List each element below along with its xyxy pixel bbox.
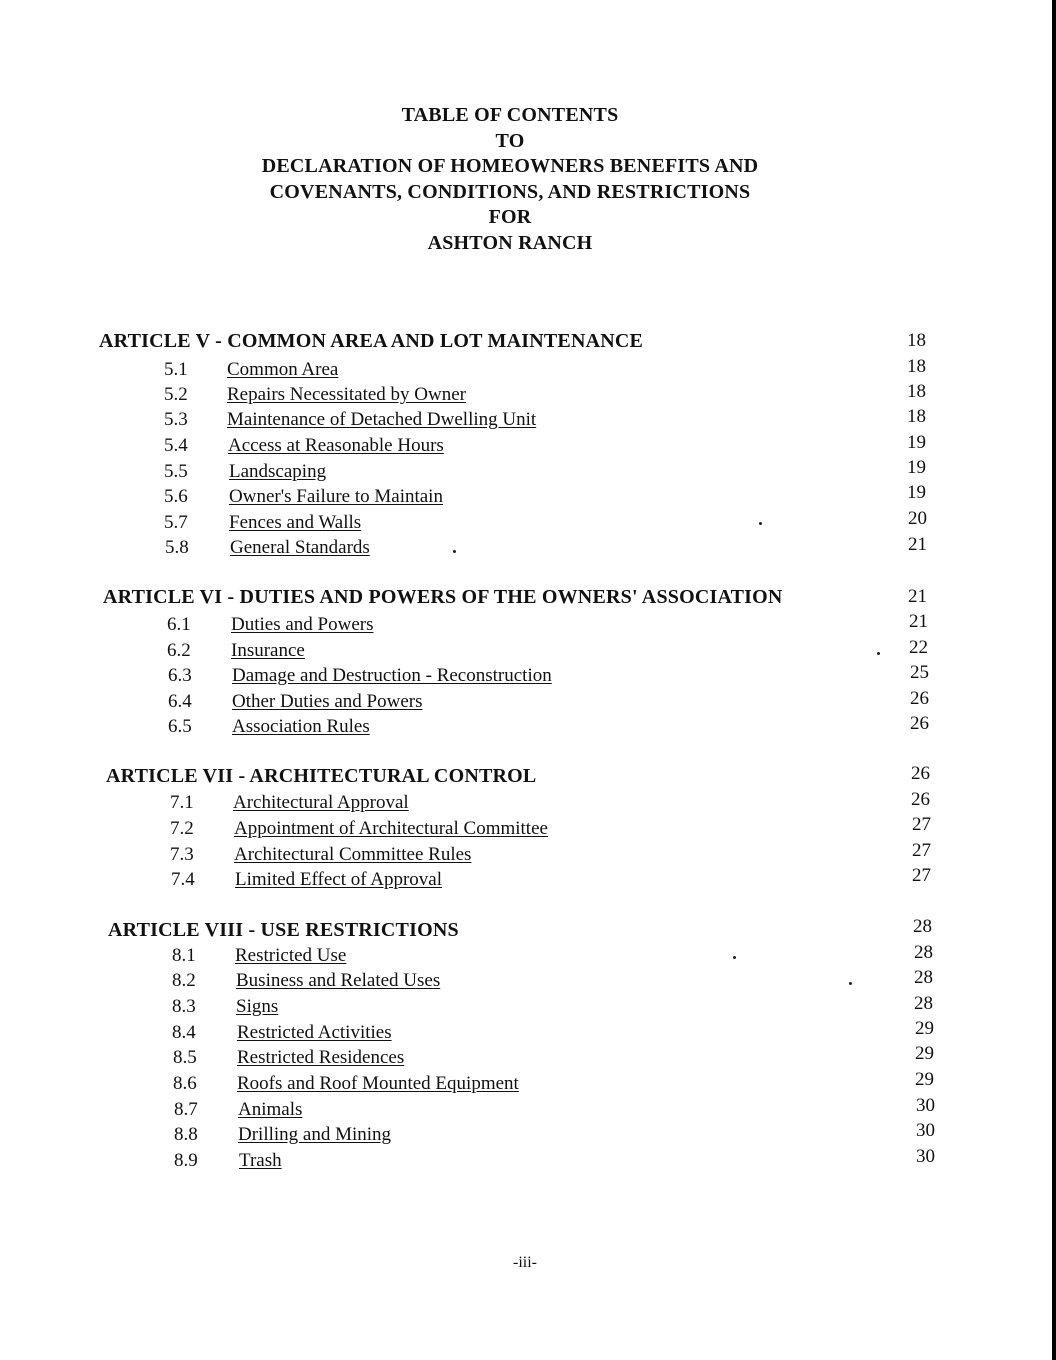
toc-entry-link[interactable]: Access at Reasonable Hours bbox=[228, 435, 444, 456]
page-number: 19 bbox=[907, 482, 926, 503]
toc-entry-link[interactable]: Damage and Destruction - Reconstruction bbox=[232, 665, 552, 686]
toc-entry-link[interactable]: Common Area bbox=[227, 359, 339, 380]
section-number: 7.2 bbox=[170, 818, 194, 839]
page-number: 28 bbox=[914, 993, 933, 1014]
section-number: 5.2 bbox=[164, 384, 188, 405]
page-number: 28 bbox=[914, 942, 933, 963]
article-heading: ARTICLE VIII - USE RESTRICTIONS bbox=[108, 919, 459, 941]
page-number: 27 bbox=[912, 814, 931, 835]
section-number: 8.1 bbox=[172, 945, 196, 966]
page-number: 26 bbox=[911, 789, 930, 810]
section-number: 8.2 bbox=[172, 970, 196, 991]
page-number: 18 bbox=[907, 381, 926, 402]
section-number: 5.8 bbox=[165, 537, 189, 558]
section-number: 7.4 bbox=[171, 869, 195, 890]
toc-entry-link[interactable]: Limited Effect of Approval bbox=[235, 869, 443, 890]
page-number: 29 bbox=[915, 1018, 934, 1039]
scan-speck bbox=[453, 550, 456, 553]
toc-entry-link[interactable]: Landscaping bbox=[229, 461, 327, 482]
section-number: 8.3 bbox=[172, 996, 196, 1017]
toc-entry-link[interactable]: Animals bbox=[238, 1099, 303, 1120]
page-number: 26 bbox=[910, 713, 929, 734]
page-number: 29 bbox=[915, 1043, 934, 1064]
toc-entry-link[interactable]: Signs bbox=[236, 996, 279, 1017]
page-number: 29 bbox=[915, 1069, 934, 1090]
scan-speck bbox=[877, 652, 880, 655]
section-number: 8.8 bbox=[174, 1124, 198, 1145]
page-number: 20 bbox=[908, 508, 927, 529]
page-number: 30 bbox=[916, 1120, 935, 1141]
title-line: ASHTON RANCH bbox=[427, 231, 593, 254]
article-heading: ARTICLE V - COMMON AREA AND LOT MAINTENANCE bbox=[99, 330, 644, 352]
title-line: FOR bbox=[488, 206, 532, 228]
scan-speck bbox=[849, 982, 852, 985]
title-line: COVENANTS, CONDITIONS, AND RESTRICTIONS bbox=[269, 180, 751, 203]
section-number: 6.2 bbox=[167, 640, 191, 661]
page-number: 19 bbox=[907, 457, 926, 478]
section-number: 6.5 bbox=[168, 716, 192, 737]
page-number: 28 bbox=[914, 967, 933, 988]
title-line: TO bbox=[495, 129, 525, 152]
page-number: 26 bbox=[911, 763, 930, 784]
page-number: 18 bbox=[907, 406, 926, 427]
article-heading: ARTICLE VI - DUTIES AND POWERS OF THE OWNERS' ASSOCIATION bbox=[103, 586, 783, 608]
toc-entry-link[interactable]: Restricted Activities bbox=[237, 1022, 392, 1043]
section-number: 8.4 bbox=[172, 1022, 196, 1043]
page-number: 19 bbox=[907, 432, 926, 453]
section-number: 8.9 bbox=[174, 1150, 198, 1171]
toc-entry-link[interactable]: Drilling and Mining bbox=[238, 1124, 392, 1145]
section-number: 6.4 bbox=[168, 691, 192, 712]
page-number: 22 bbox=[909, 637, 928, 658]
section-number: 6.3 bbox=[168, 665, 192, 686]
section-number: 8.6 bbox=[173, 1073, 197, 1094]
toc-entry-link[interactable]: Architectural Approval bbox=[233, 792, 409, 813]
section-number: 5.7 bbox=[164, 512, 188, 533]
section-number: 8.7 bbox=[174, 1099, 198, 1120]
toc-entry-link[interactable]: Business and Related Uses bbox=[236, 970, 441, 991]
section-number: 6.1 bbox=[167, 614, 191, 635]
page-number: 27 bbox=[912, 865, 931, 886]
page-number: 26 bbox=[910, 688, 929, 709]
scan-speck bbox=[733, 956, 736, 959]
page-number: 21 bbox=[908, 534, 927, 555]
toc-entry-link[interactable]: Repairs Necessitated by Owner bbox=[227, 384, 467, 405]
toc-entry-link[interactable]: Restricted Use bbox=[235, 945, 347, 966]
toc-entry-link[interactable]: General Standards bbox=[230, 537, 370, 558]
toc-entry-link[interactable]: Owner's Failure to Maintain bbox=[229, 486, 443, 507]
toc-entry-link[interactable]: Architectural Committee Rules bbox=[234, 844, 472, 865]
toc-entry-link[interactable]: Appointment of Architectural Committee bbox=[234, 818, 548, 839]
section-number: 5.5 bbox=[164, 461, 188, 482]
title-line: DECLARATION OF HOMEOWNERS BENEFITS AND bbox=[261, 155, 759, 177]
section-number: 7.3 bbox=[170, 844, 194, 865]
page-number: 25 bbox=[910, 662, 929, 683]
scan-edge bbox=[1052, 0, 1056, 1360]
toc-entry-link[interactable]: Insurance bbox=[231, 640, 305, 661]
page-number: 18 bbox=[907, 356, 926, 377]
title-line: TABLE OF CONTENTS bbox=[401, 104, 619, 126]
toc-entry-link[interactable]: Restricted Residences bbox=[237, 1047, 405, 1068]
section-number: 5.3 bbox=[164, 409, 188, 430]
page-number: 18 bbox=[907, 330, 926, 351]
section-number: 5.4 bbox=[164, 435, 188, 456]
page-number: 30 bbox=[916, 1146, 935, 1167]
toc-entry-link[interactable]: Association Rules bbox=[232, 716, 370, 737]
page-number: 21 bbox=[908, 586, 927, 607]
toc-entry-link[interactable]: Maintenance of Detached Dwelling Unit bbox=[227, 409, 537, 430]
page-number: 27 bbox=[912, 840, 931, 861]
article-heading: ARTICLE VII - ARCHITECTURAL CONTROL bbox=[106, 765, 537, 787]
page-number: 30 bbox=[916, 1095, 935, 1116]
toc-entry-link[interactable]: Trash bbox=[239, 1150, 282, 1171]
page-footer: -iii- bbox=[513, 1254, 537, 1271]
page-number: 28 bbox=[913, 916, 932, 937]
toc-entry-link[interactable]: Roofs and Roof Mounted Equipment bbox=[237, 1073, 519, 1094]
section-number: 7.1 bbox=[170, 792, 194, 813]
toc-entry-link[interactable]: Fences and Walls bbox=[229, 512, 362, 533]
section-number: 8.5 bbox=[173, 1047, 197, 1068]
document-title bbox=[0, 103, 1020, 256]
section-number: 5.1 bbox=[164, 359, 188, 380]
scan-speck bbox=[759, 522, 762, 525]
toc-entry-link[interactable]: Duties and Powers bbox=[231, 614, 374, 635]
toc-entry-link[interactable]: Other Duties and Powers bbox=[232, 691, 423, 712]
section-number: 5.6 bbox=[164, 486, 188, 507]
page-number: 21 bbox=[909, 611, 928, 632]
